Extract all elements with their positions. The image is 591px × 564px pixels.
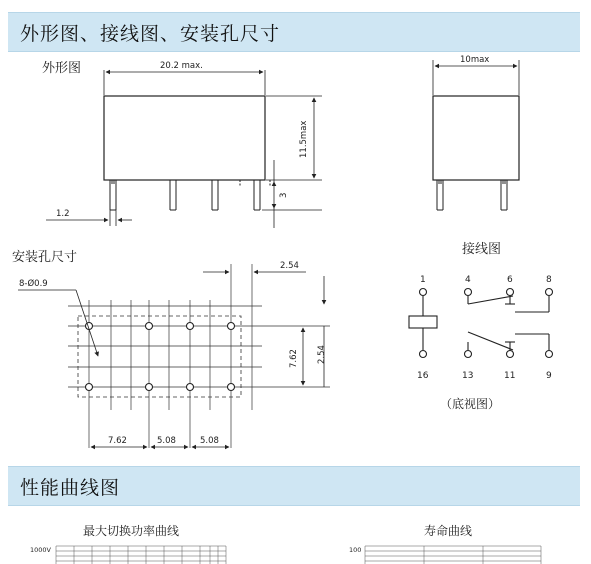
pin-label-8: 8: [546, 275, 552, 285]
pin-label-6: 6: [507, 275, 513, 285]
dim-length: 20.2 max.: [160, 61, 203, 71]
wiring-label: 接线图: [462, 242, 502, 257]
pin-label-4: 4: [465, 275, 471, 285]
switching-power-chart-grid: [56, 546, 226, 564]
dim-height: 11.5max: [299, 120, 309, 158]
switching-power-chart-title: 最大切换功率曲线: [83, 524, 180, 538]
dim-bottom-1: 7.62: [108, 436, 127, 446]
dim-side-pitch: 2.54: [317, 345, 327, 364]
wiring-caption: （底视图）: [440, 397, 501, 411]
section-title-performance: 性能曲线图: [20, 477, 121, 499]
pin-label-13: 13: [462, 371, 474, 381]
pin-label-16: 16: [417, 371, 429, 381]
life-chart-title: 寿命曲线: [424, 524, 473, 538]
section-banner-performance: [8, 466, 580, 506]
section-title-dimensions: 外形图、接线图、安装孔尺寸: [20, 23, 281, 45]
pin-label-9: 9: [546, 371, 552, 381]
life-chart-grid: [365, 546, 541, 564]
dim-row-spacing: 7.62: [289, 349, 299, 368]
relay-body-front: [104, 96, 265, 180]
switching-chart-ytick: 1000V: [30, 546, 51, 554]
relay-body-side: [433, 96, 519, 180]
life-chart-ytick: 100: [349, 546, 362, 554]
pin-label-11: 11: [504, 371, 516, 381]
dim-bottom-2: 5.08: [157, 436, 176, 446]
dim-pin-length: 3: [279, 192, 289, 198]
mounting-holes: [86, 323, 235, 391]
pin-label-1: 1: [420, 275, 426, 285]
dim-width: 10max: [460, 55, 490, 65]
mounting-outline: [78, 316, 241, 397]
dim-bottom-3: 5.08: [200, 436, 219, 446]
dim-offset: 1.2: [56, 209, 70, 219]
relay-pins-front: [110, 180, 270, 210]
dim-holes: 8-Ø0.9: [19, 279, 48, 289]
relay-pins-side: [437, 180, 507, 210]
dim-top-pitch: 2.54: [280, 261, 299, 271]
mounting-label: 安装孔尺寸: [12, 250, 78, 265]
outline-label: 外形图: [42, 61, 82, 76]
wiring-diagram: [409, 289, 553, 358]
